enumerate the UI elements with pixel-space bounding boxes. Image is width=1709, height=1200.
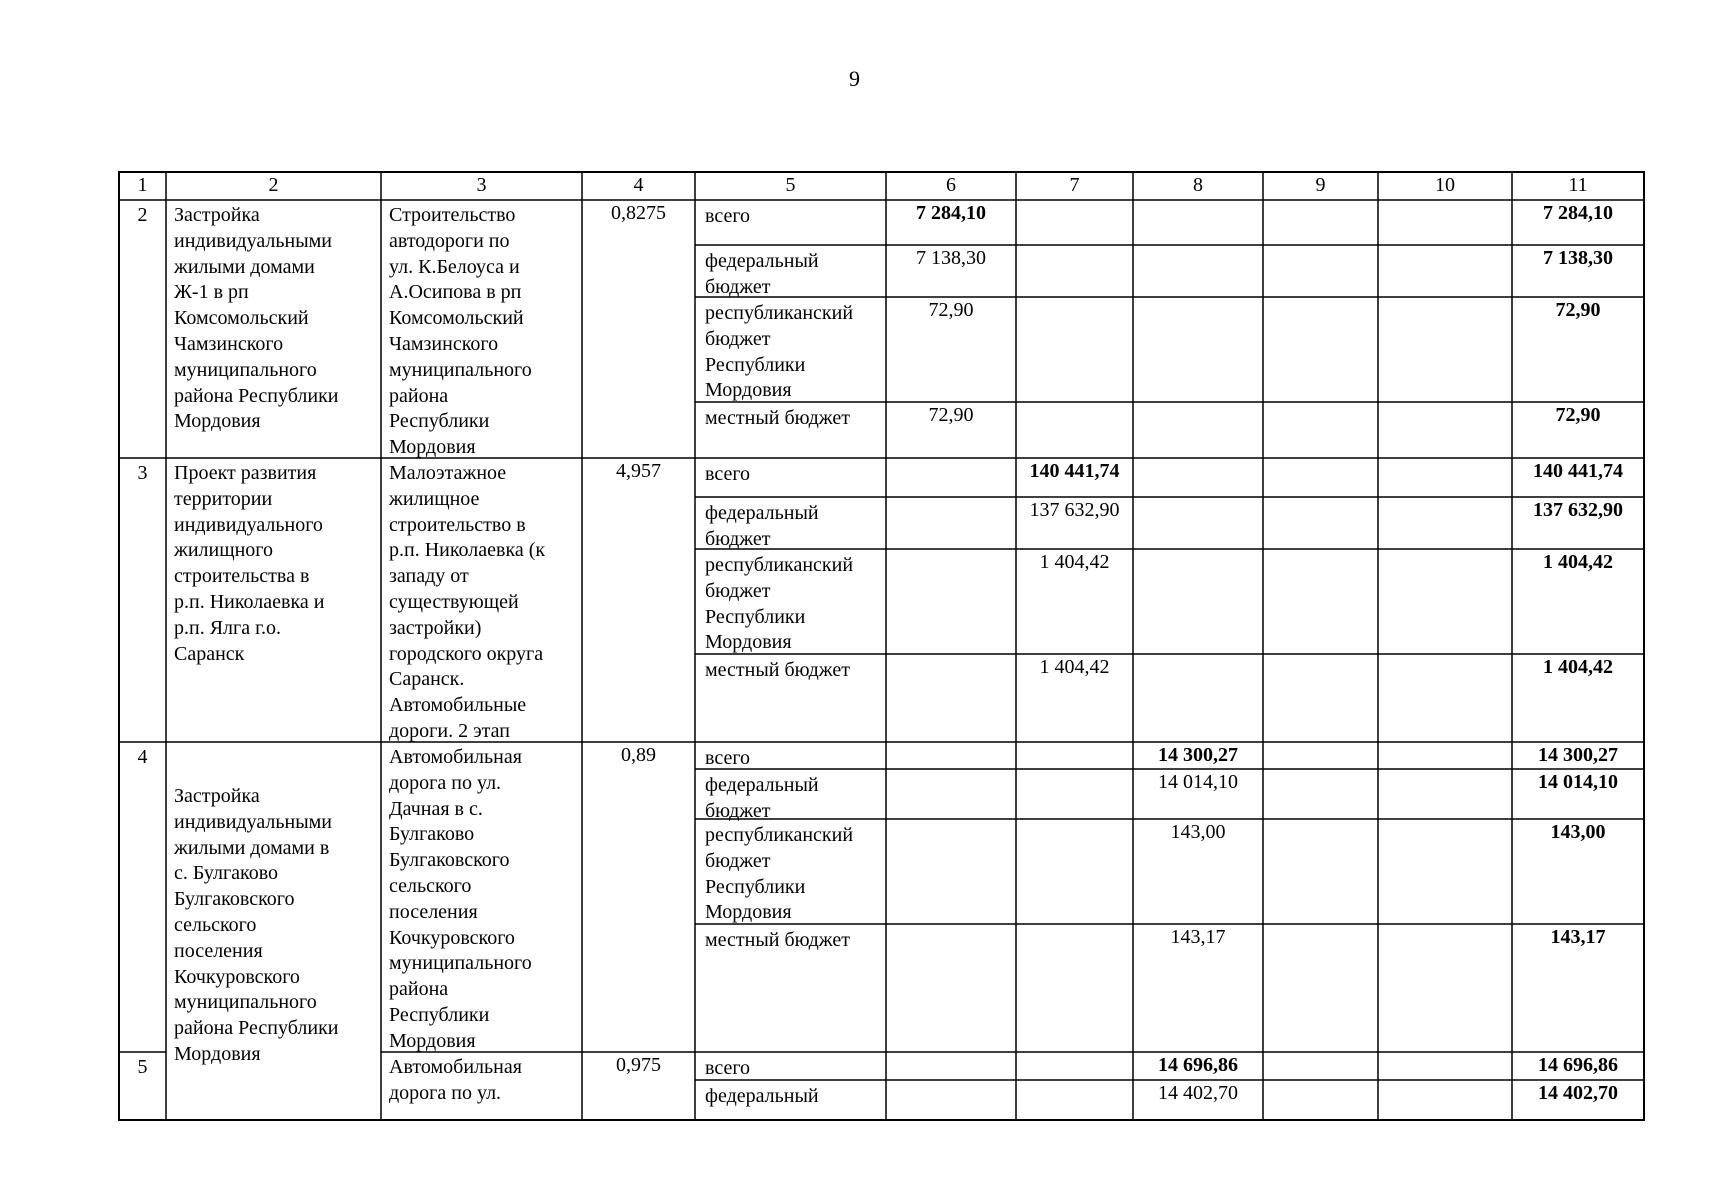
amount-cell: 14 402,70	[1538, 1082, 1618, 1104]
amount-cell: 7 138,30	[1543, 247, 1613, 269]
amount-cell: 14 402,70	[1158, 1082, 1238, 1104]
amount-cell: 143,17	[1550, 926, 1606, 948]
funding-source: республиканский бюджет Республики Мордовия	[705, 302, 854, 402]
amount-cell: 137 632,90	[1533, 499, 1623, 521]
object-name: Застройка индивидуальными жилыми домами Ж-1 в рп Комсомольский Чамзинского муниципального района Республики Мордовия	[174, 204, 339, 433]
amount-cell: 72,90	[928, 299, 974, 321]
funding-source: местный бюджет	[705, 659, 850, 681]
amount-cell: 1 404,42	[1039, 656, 1110, 678]
page-number: 9	[849, 66, 860, 91]
funding-source: федеральный бюджет	[705, 502, 819, 550]
amount-cell: 1 404,42	[1039, 551, 1110, 573]
budget-table	[119, 172, 1644, 1120]
work-description: Строительство автодороги по ул. К.Белоуса и А.Осипова в рп Комсомольский Чамзинского муниципального района Республики Мордовия	[389, 204, 532, 459]
amount-cell: 14 014,10	[1158, 771, 1238, 793]
amount-cell: 14 014,10	[1538, 771, 1618, 793]
amount-cell: 72,90	[1555, 299, 1601, 321]
funding-source: федеральный бюджет	[705, 774, 819, 822]
amount-cell: 7 284,10	[916, 202, 986, 224]
column-header-4: 4	[633, 174, 644, 196]
work-description: Автомобильная дорога по ул. Дачная в с. Булгаково Булгаковского сельского поселения Кочкуровского муниципального района Республики Мордовия	[389, 746, 532, 1052]
amount-cell: 14 696,86	[1158, 1054, 1238, 1076]
amount-cell: 1 404,42	[1543, 551, 1613, 573]
work-description: Малоэтажное жилищное строительство в р.п. Николаевка (к западу от существующей застройки) городского округа Саранск. Автомобильные дороги. 2 этап	[389, 462, 546, 742]
amount-cell: 143,17	[1170, 926, 1226, 948]
amount-cell: 140 441,74	[1029, 460, 1120, 482]
row-number: 2	[137, 204, 148, 226]
length-km: 4,957	[616, 460, 661, 482]
funding-source: всего	[705, 205, 751, 227]
column-header-5: 5	[785, 174, 796, 196]
amount-cell: 14 300,27	[1538, 744, 1618, 766]
column-header-7: 7	[1069, 174, 1080, 196]
column-header-11: 11	[1568, 174, 1588, 196]
column-header-3: 3	[476, 174, 487, 196]
amount-cell: 72,90	[1555, 404, 1601, 426]
amount-cell: 137 632,90	[1029, 499, 1120, 521]
funding-source: всего	[705, 463, 751, 485]
column-header-6: 6	[946, 174, 956, 196]
funding-source: федеральный	[705, 1085, 819, 1107]
amount-cell: 143,00	[1550, 821, 1606, 843]
amount-cell: 72,90	[928, 404, 974, 426]
length-km: 0,975	[616, 1054, 661, 1076]
amount-cell: 14 300,27	[1158, 744, 1238, 766]
funding-source: федеральный бюджет	[705, 250, 819, 298]
table-grid	[119, 172, 1644, 1120]
row-number: 4	[137, 746, 148, 768]
funding-source: местный бюджет	[705, 407, 850, 429]
funding-source: республиканский бюджет Республики Мордовия	[705, 824, 854, 924]
column-header-9: 9	[1315, 174, 1326, 196]
row-number: 3	[137, 462, 148, 484]
amount-cell: 143,00	[1170, 821, 1226, 843]
column-header-2: 2	[268, 174, 279, 196]
amount-cell: 7 138,30	[916, 247, 986, 269]
amount-cell: 1 404,42	[1543, 656, 1613, 678]
work-description: Автомобильная дорога по ул.	[389, 1056, 522, 1104]
amount-cell: 140 441,74	[1533, 460, 1623, 482]
column-header-10: 10	[1435, 174, 1455, 196]
object-name-merged: Застройка индивидуальными жилыми домами в с. Булгаково Булгаковского сельского поселения Кочкуровского муниципального района Республики Мордовия	[174, 785, 339, 1065]
funding-source: всего	[705, 1057, 751, 1079]
column-header-1: 1	[137, 174, 148, 196]
length-km: 0,89	[621, 744, 656, 766]
object-name: Проект развития территории индивидуального жилищного строительства в р.п. Николаевка и р.п. Ялга г.о. Саранск	[174, 462, 325, 665]
amount-cell: 7 284,10	[1543, 202, 1613, 224]
funding-source: республиканский бюджет Республики Мордовия	[705, 554, 854, 654]
funding-source: местный бюджет	[705, 929, 850, 951]
amount-cell: 14 696,86	[1538, 1054, 1618, 1076]
column-header-8: 8	[1193, 174, 1203, 196]
funding-source: всего	[705, 747, 751, 769]
row-number: 5	[137, 1056, 148, 1078]
length-km: 0,8275	[611, 202, 666, 224]
